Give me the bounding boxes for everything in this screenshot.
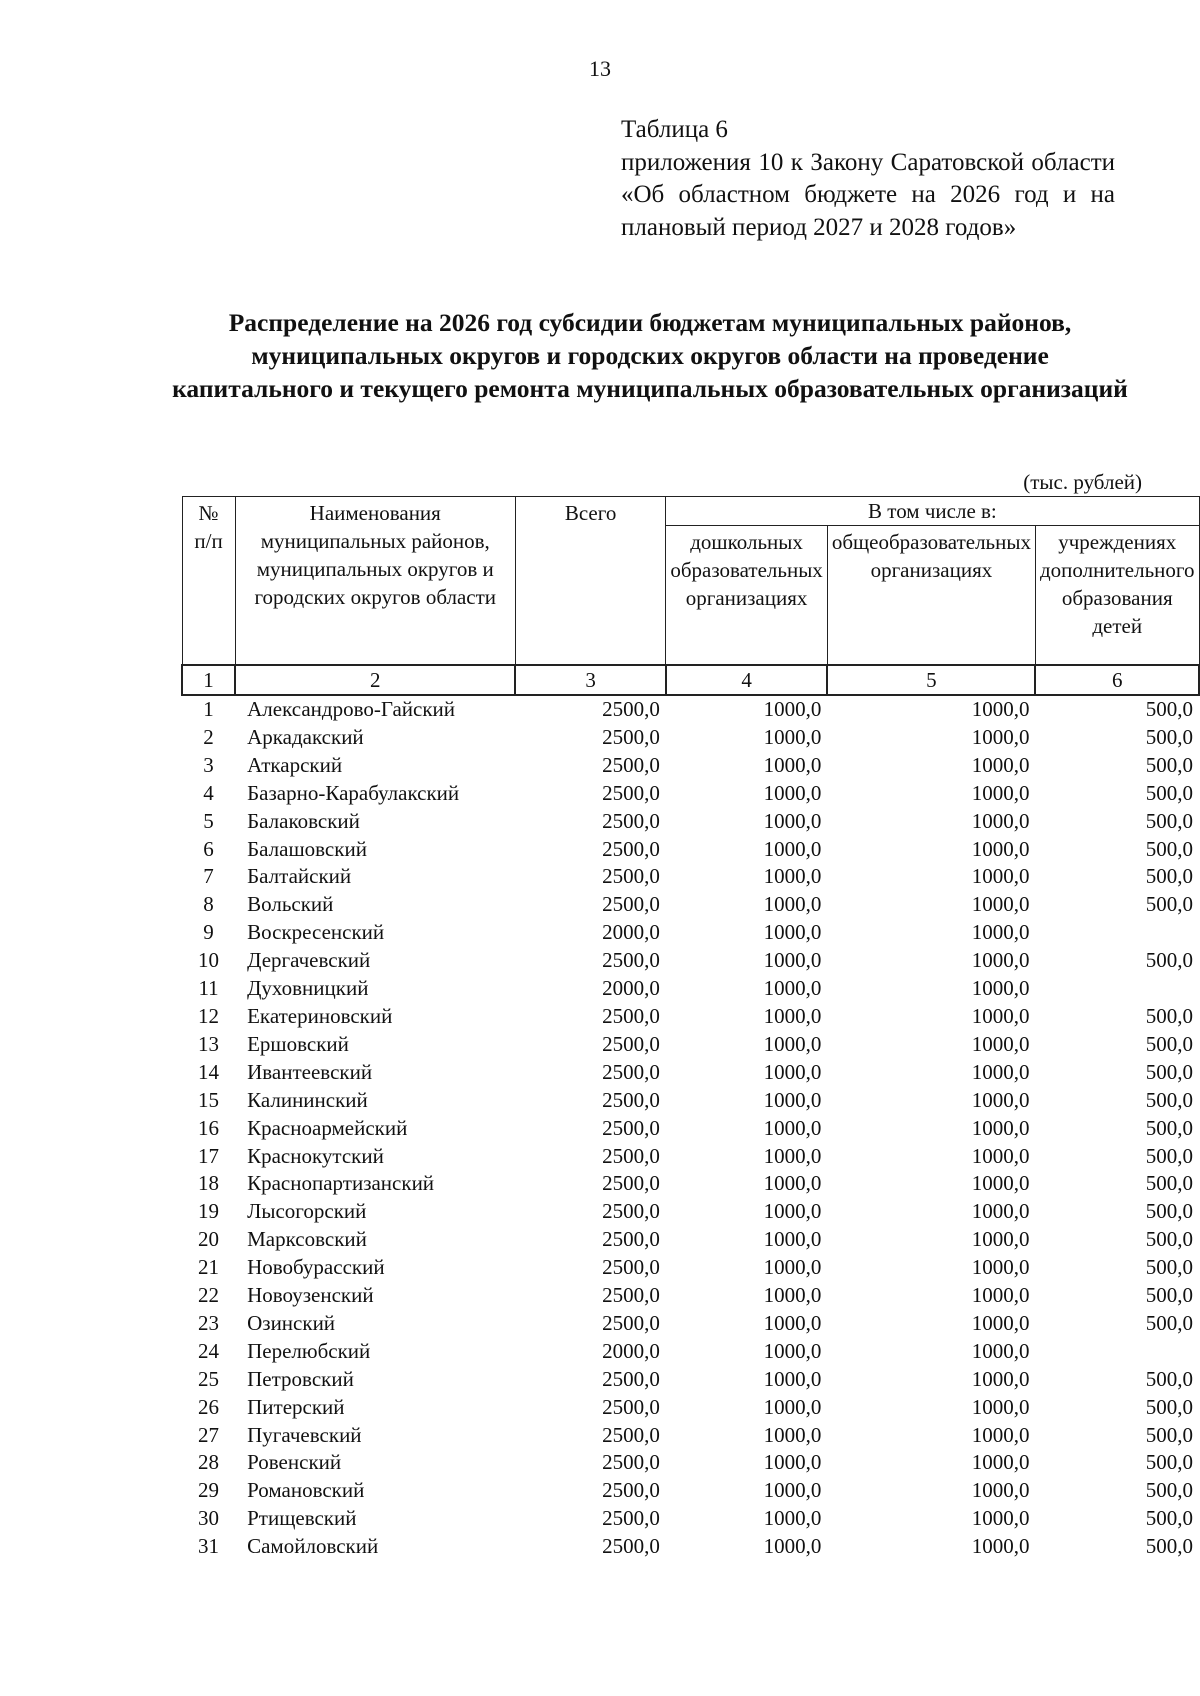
header-group: В том числе в: [666,497,1199,526]
general-value-cell: 1000,0 [971,724,1030,749]
table-row [182,1310,1199,1338]
municipality-name-cell: Ровенский [247,1450,342,1475]
additional-value-cell: 500,0 [1145,1422,1193,1447]
table-row [182,1366,1199,1394]
additional-value-cell: 500,0 [1145,1366,1193,1391]
preschool-value-cell: 1000,0 [763,808,822,833]
preschool-value-cell: 1000,0 [763,724,822,749]
total-value-cell: 2500,0 [602,1422,660,1447]
table-row [182,1115,1199,1143]
total-value-cell: 2500,0 [602,864,660,889]
municipality-name-cell: Балаковский [247,808,360,833]
total-value-cell: 2500,0 [602,1003,660,1028]
municipality-name-cell: Калининский [247,1087,368,1112]
municipality-name-cell: Лысогорский [247,1199,367,1224]
total-value-cell: 2500,0 [602,1310,660,1335]
general-value-cell: 1000,0 [971,1450,1030,1475]
preschool-value-cell: 1000,0 [763,1031,822,1056]
preschool-value-cell: 1000,0 [763,1255,822,1280]
general-value-cell: 1000,0 [971,1003,1030,1028]
total-value-cell: 2500,0 [602,1366,660,1391]
general-value-cell: 1000,0 [971,1506,1030,1531]
table-row [182,1422,1199,1450]
total-value-cell: 2500,0 [602,752,660,777]
table-row [182,836,1199,864]
table-row [182,1170,1199,1198]
table-row [182,1394,1199,1422]
additional-value-cell: 500,0 [1145,836,1193,861]
general-value-cell: 1000,0 [971,1338,1030,1363]
general-value-cell: 1000,0 [971,1255,1030,1280]
header-total: Всего [515,497,665,666]
preschool-value-cell: 1000,0 [763,1087,822,1112]
preschool-value-cell: 1000,0 [763,1115,822,1140]
additional-value-cell: 500,0 [1145,752,1193,777]
table-reference-body: приложения 10 к Закону Саратовской области «Об областном бюджете на 2026 год и на плановый период 2027 и 2028 годов» [621,148,1115,241]
table-row [182,752,1199,780]
column-number-cell: 4 [666,665,828,695]
unit-note: (тыс. рублей) [1023,470,1142,494]
additional-value-cell: 500,0 [1145,1087,1193,1112]
additional-value-cell [1035,975,1199,1003]
preschool-value-cell: 1000,0 [763,1003,822,1028]
row-number-cell: 23 [198,1310,220,1335]
table-row [182,891,1199,919]
general-value-cell: 1000,0 [971,780,1030,805]
additional-value-cell: 500,0 [1145,1227,1193,1252]
municipality-name-cell: Ртищевский [247,1506,357,1531]
table-row [182,919,1199,947]
additional-value-cell: 500,0 [1145,1003,1193,1028]
general-value-cell: 1000,0 [971,948,1030,973]
preschool-value-cell: 1000,0 [763,976,822,1001]
general-value-cell: 1000,0 [971,808,1030,833]
table-row [182,808,1199,836]
general-value-cell: 1000,0 [971,864,1030,889]
general-value-cell: 1000,0 [971,836,1030,861]
preschool-value-cell: 1000,0 [763,1422,822,1447]
row-number-cell: 21 [198,1255,220,1280]
general-value-cell: 1000,0 [971,1199,1030,1224]
general-value-cell: 1000,0 [971,1115,1030,1140]
table-row [182,1003,1199,1031]
table-body [182,695,1199,1561]
additional-value-cell: 500,0 [1145,1310,1193,1335]
additional-value-cell: 500,0 [1145,1450,1193,1475]
general-value-cell: 1000,0 [971,976,1030,1001]
row-number-cell: 13 [198,1031,220,1056]
preschool-value-cell: 1000,0 [763,948,822,973]
general-value-cell: 1000,0 [971,752,1030,777]
total-value-cell: 2500,0 [602,1199,660,1224]
row-number-cell: 1 [203,697,214,721]
table-row [182,1505,1199,1533]
total-value-cell: 2000,0 [602,976,660,1001]
additional-value-cell: 500,0 [1145,1394,1193,1419]
table-row [182,1533,1199,1561]
total-value-cell: 2500,0 [602,780,660,805]
preschool-value-cell: 1000,0 [763,1534,822,1559]
preschool-value-cell: 1000,0 [763,1478,822,1503]
row-number-cell: 30 [198,1506,220,1531]
additional-value-cell: 500,0 [1145,864,1193,889]
table-row [182,695,1199,724]
general-value-cell: 1000,0 [971,920,1030,945]
preschool-value-cell: 1000,0 [763,1394,822,1419]
general-value-cell: 1000,0 [971,1059,1030,1084]
municipality-name-cell: Базарно-Карабулакский [247,780,460,805]
row-number-cell: 7 [203,864,214,889]
total-value-cell: 2500,0 [602,1283,660,1308]
row-number-cell: 11 [198,976,219,1001]
additional-value-cell [1035,919,1199,947]
total-value-cell: 2500,0 [602,808,660,833]
general-value-cell: 1000,0 [971,1422,1030,1447]
general-value-cell: 1000,0 [971,1310,1030,1335]
preschool-value-cell: 1000,0 [763,1199,822,1224]
header-preschool: дошкольных образовательных организациях [666,526,828,666]
preschool-value-cell: 1000,0 [763,1310,822,1335]
additional-value-cell: 500,0 [1145,1199,1193,1224]
additional-value-cell: 500,0 [1145,892,1193,917]
municipality-name-cell: Балашовский [247,836,367,861]
table-row [182,1198,1199,1226]
row-number-cell: 26 [198,1394,220,1419]
row-number-cell: 5 [203,808,214,833]
municipality-name-cell: Духовницкий [247,976,369,1001]
row-number-cell: 25 [198,1366,220,1391]
total-value-cell: 2500,0 [602,1143,660,1168]
additional-value-cell: 500,0 [1145,1255,1193,1280]
row-number-cell: 28 [198,1450,220,1475]
general-value-cell: 1000,0 [971,697,1030,721]
additional-value-cell: 500,0 [1145,1115,1193,1140]
municipality-name-cell: Балтайский [247,864,352,889]
column-number-cell: 1 [182,665,235,695]
preschool-value-cell: 1000,0 [763,1450,822,1475]
municipality-name-cell: Озинский [247,1310,336,1335]
total-value-cell: 2500,0 [602,1115,660,1140]
general-value-cell: 1000,0 [971,1534,1030,1559]
municipality-name-cell: Пугачевский [247,1422,362,1447]
row-number-cell: 2 [203,724,214,749]
header-general: общеобразовательных организациях [827,526,1035,666]
general-value-cell: 1000,0 [971,1171,1030,1196]
preschool-value-cell: 1000,0 [763,892,822,917]
header-name: Наименования муниципальных районов, муниципальных округов и городских округов области [235,497,515,666]
additional-value-cell: 500,0 [1145,1031,1193,1056]
total-value-cell: 2500,0 [602,1059,660,1084]
table-row [182,1087,1199,1115]
total-value-cell: 2500,0 [602,1031,660,1056]
general-value-cell: 1000,0 [971,1227,1030,1252]
row-number-cell: 29 [198,1478,220,1503]
header-additional: учреждениях дополнительного образования детей [1035,526,1199,666]
municipality-name-cell: Романовский [247,1478,365,1503]
table-row [182,1282,1199,1310]
column-number-cell: 5 [827,665,1035,695]
row-number-cell: 4 [203,780,214,805]
table-row [182,724,1199,752]
municipality-name-cell: Красноармейский [247,1115,408,1140]
total-value-cell: 2500,0 [602,836,660,861]
row-number-cell: 6 [203,836,214,861]
row-number-cell: 31 [198,1534,220,1559]
additional-value-cell: 500,0 [1145,1143,1193,1168]
table-row [182,975,1199,1003]
total-value-cell: 2500,0 [602,1171,660,1196]
preschool-value-cell: 1000,0 [763,697,822,721]
preschool-value-cell: 1000,0 [763,780,822,805]
additional-value-cell: 500,0 [1145,724,1193,749]
additional-value-cell: 500,0 [1145,808,1193,833]
additional-value-cell: 500,0 [1145,948,1193,973]
municipality-name-cell: Екатериновский [247,1003,393,1028]
additional-value-cell: 500,0 [1145,1283,1193,1308]
municipality-name-cell: Аткарский [247,752,343,777]
table-row [182,1254,1199,1282]
total-value-cell: 2500,0 [602,1227,660,1252]
total-value-cell: 2500,0 [602,697,660,721]
municipality-name-cell: Питерский [247,1394,345,1419]
subsidy-table [181,496,1200,1561]
row-number-cell: 9 [203,920,214,945]
row-number-cell: 16 [198,1115,220,1140]
row-number-cell: 19 [198,1199,220,1224]
municipality-name-cell: Краснопартизанский [247,1171,435,1196]
preschool-value-cell: 1000,0 [763,1171,822,1196]
preschool-value-cell: 1000,0 [763,1227,822,1252]
municipality-name-cell: Воскресенский [247,920,385,945]
row-number-cell: 12 [198,1003,220,1028]
table-reference [621,114,1115,244]
municipality-name-cell: Новобурасский [247,1255,385,1280]
municipality-name-cell: Новоузенский [247,1283,374,1308]
row-number-cell: 18 [198,1171,220,1196]
additional-value-cell: 500,0 [1145,1171,1193,1196]
preschool-value-cell: 1000,0 [763,752,822,777]
table-row [182,1143,1199,1171]
municipality-name-cell: Петровский [247,1366,354,1391]
preschool-value-cell: 1000,0 [763,864,822,889]
table-row [182,1059,1199,1087]
column-number-cell: 3 [515,665,665,695]
total-value-cell: 2500,0 [602,1506,660,1531]
preschool-value-cell: 1000,0 [763,1283,822,1308]
additional-value-cell: 500,0 [1145,1059,1193,1084]
municipality-name-cell: Краснокутский [247,1143,384,1168]
table-row [182,947,1199,975]
total-value-cell: 2500,0 [602,1478,660,1503]
row-number-cell: 20 [198,1227,220,1252]
general-value-cell: 1000,0 [971,1143,1030,1168]
preschool-value-cell: 1000,0 [763,1366,822,1391]
table-row [182,863,1199,891]
additional-value-cell: 500,0 [1145,697,1193,721]
total-value-cell: 2500,0 [602,1394,660,1419]
total-value-cell: 2500,0 [602,1534,660,1559]
page-number: 13 [589,56,611,81]
preschool-value-cell: 1000,0 [763,1059,822,1084]
header-number: № п/п [182,497,235,666]
general-value-cell: 1000,0 [971,892,1030,917]
general-value-cell: 1000,0 [971,1394,1030,1419]
additional-value-cell: 500,0 [1145,1506,1193,1531]
total-value-cell: 2500,0 [602,892,660,917]
general-value-cell: 1000,0 [971,1478,1030,1503]
preschool-value-cell: 1000,0 [763,1143,822,1168]
municipality-name-cell: Перелюбский [247,1338,371,1363]
preschool-value-cell: 1000,0 [763,1338,822,1363]
municipality-name-cell: Самойловский [247,1534,379,1559]
row-number-cell: 14 [198,1059,220,1084]
municipality-name-cell: Ершовский [247,1031,349,1056]
table-row [182,1338,1199,1366]
table-row [182,1477,1199,1505]
total-value-cell: 2000,0 [602,920,660,945]
column-number-cell: 2 [235,665,515,695]
table-row [182,1226,1199,1254]
row-number-cell: 10 [198,948,220,973]
document-title: Распределение на 2026 год субсидии бюджетам муниципальных районов, муниципальных округов и городских округов области на проведение капитального и текущего ремонта муниципальных образовательных организаций [172,308,1128,403]
municipality-name-cell: Александрово-Гайский [247,697,456,721]
general-value-cell: 1000,0 [971,1283,1030,1308]
additional-value-cell: 500,0 [1145,780,1193,805]
table-reference-title: Таблица 6 [621,116,728,143]
table-row [182,1449,1199,1477]
general-value-cell: 1000,0 [971,1087,1030,1112]
preschool-value-cell: 1000,0 [763,836,822,861]
row-number-cell: 27 [198,1422,220,1447]
additional-value-cell: 500,0 [1145,1478,1193,1503]
municipality-name-cell: Марксовский [247,1227,367,1252]
row-number-cell: 24 [198,1338,220,1363]
total-value-cell: 2500,0 [602,1255,660,1280]
preschool-value-cell: 1000,0 [763,920,822,945]
general-value-cell: 1000,0 [971,1031,1030,1056]
table-row [182,1031,1199,1059]
total-value-cell: 2500,0 [602,724,660,749]
total-value-cell: 2000,0 [602,1338,660,1363]
preschool-value-cell: 1000,0 [763,1506,822,1531]
general-value-cell: 1000,0 [971,1366,1030,1391]
table-row [182,780,1199,808]
municipality-name-cell: Дергачевский [247,948,371,973]
row-number-cell: 22 [198,1283,220,1308]
total-value-cell: 2500,0 [602,1450,660,1475]
municipality-name-cell: Аркадакский [247,724,364,749]
municipality-name-cell: Ивантеевский [247,1059,373,1084]
column-number-cell: 6 [1035,665,1199,695]
additional-value-cell: 500,0 [1145,1534,1193,1559]
additional-value-cell [1035,1338,1199,1366]
row-number-cell: 3 [203,752,214,777]
total-value-cell: 2500,0 [602,948,660,973]
municipality-name-cell: Вольский [247,892,334,917]
total-value-cell: 2500,0 [602,1087,660,1112]
row-number-cell: 17 [198,1143,220,1168]
row-number-cell: 8 [203,892,214,917]
row-number-cell: 15 [198,1087,220,1112]
